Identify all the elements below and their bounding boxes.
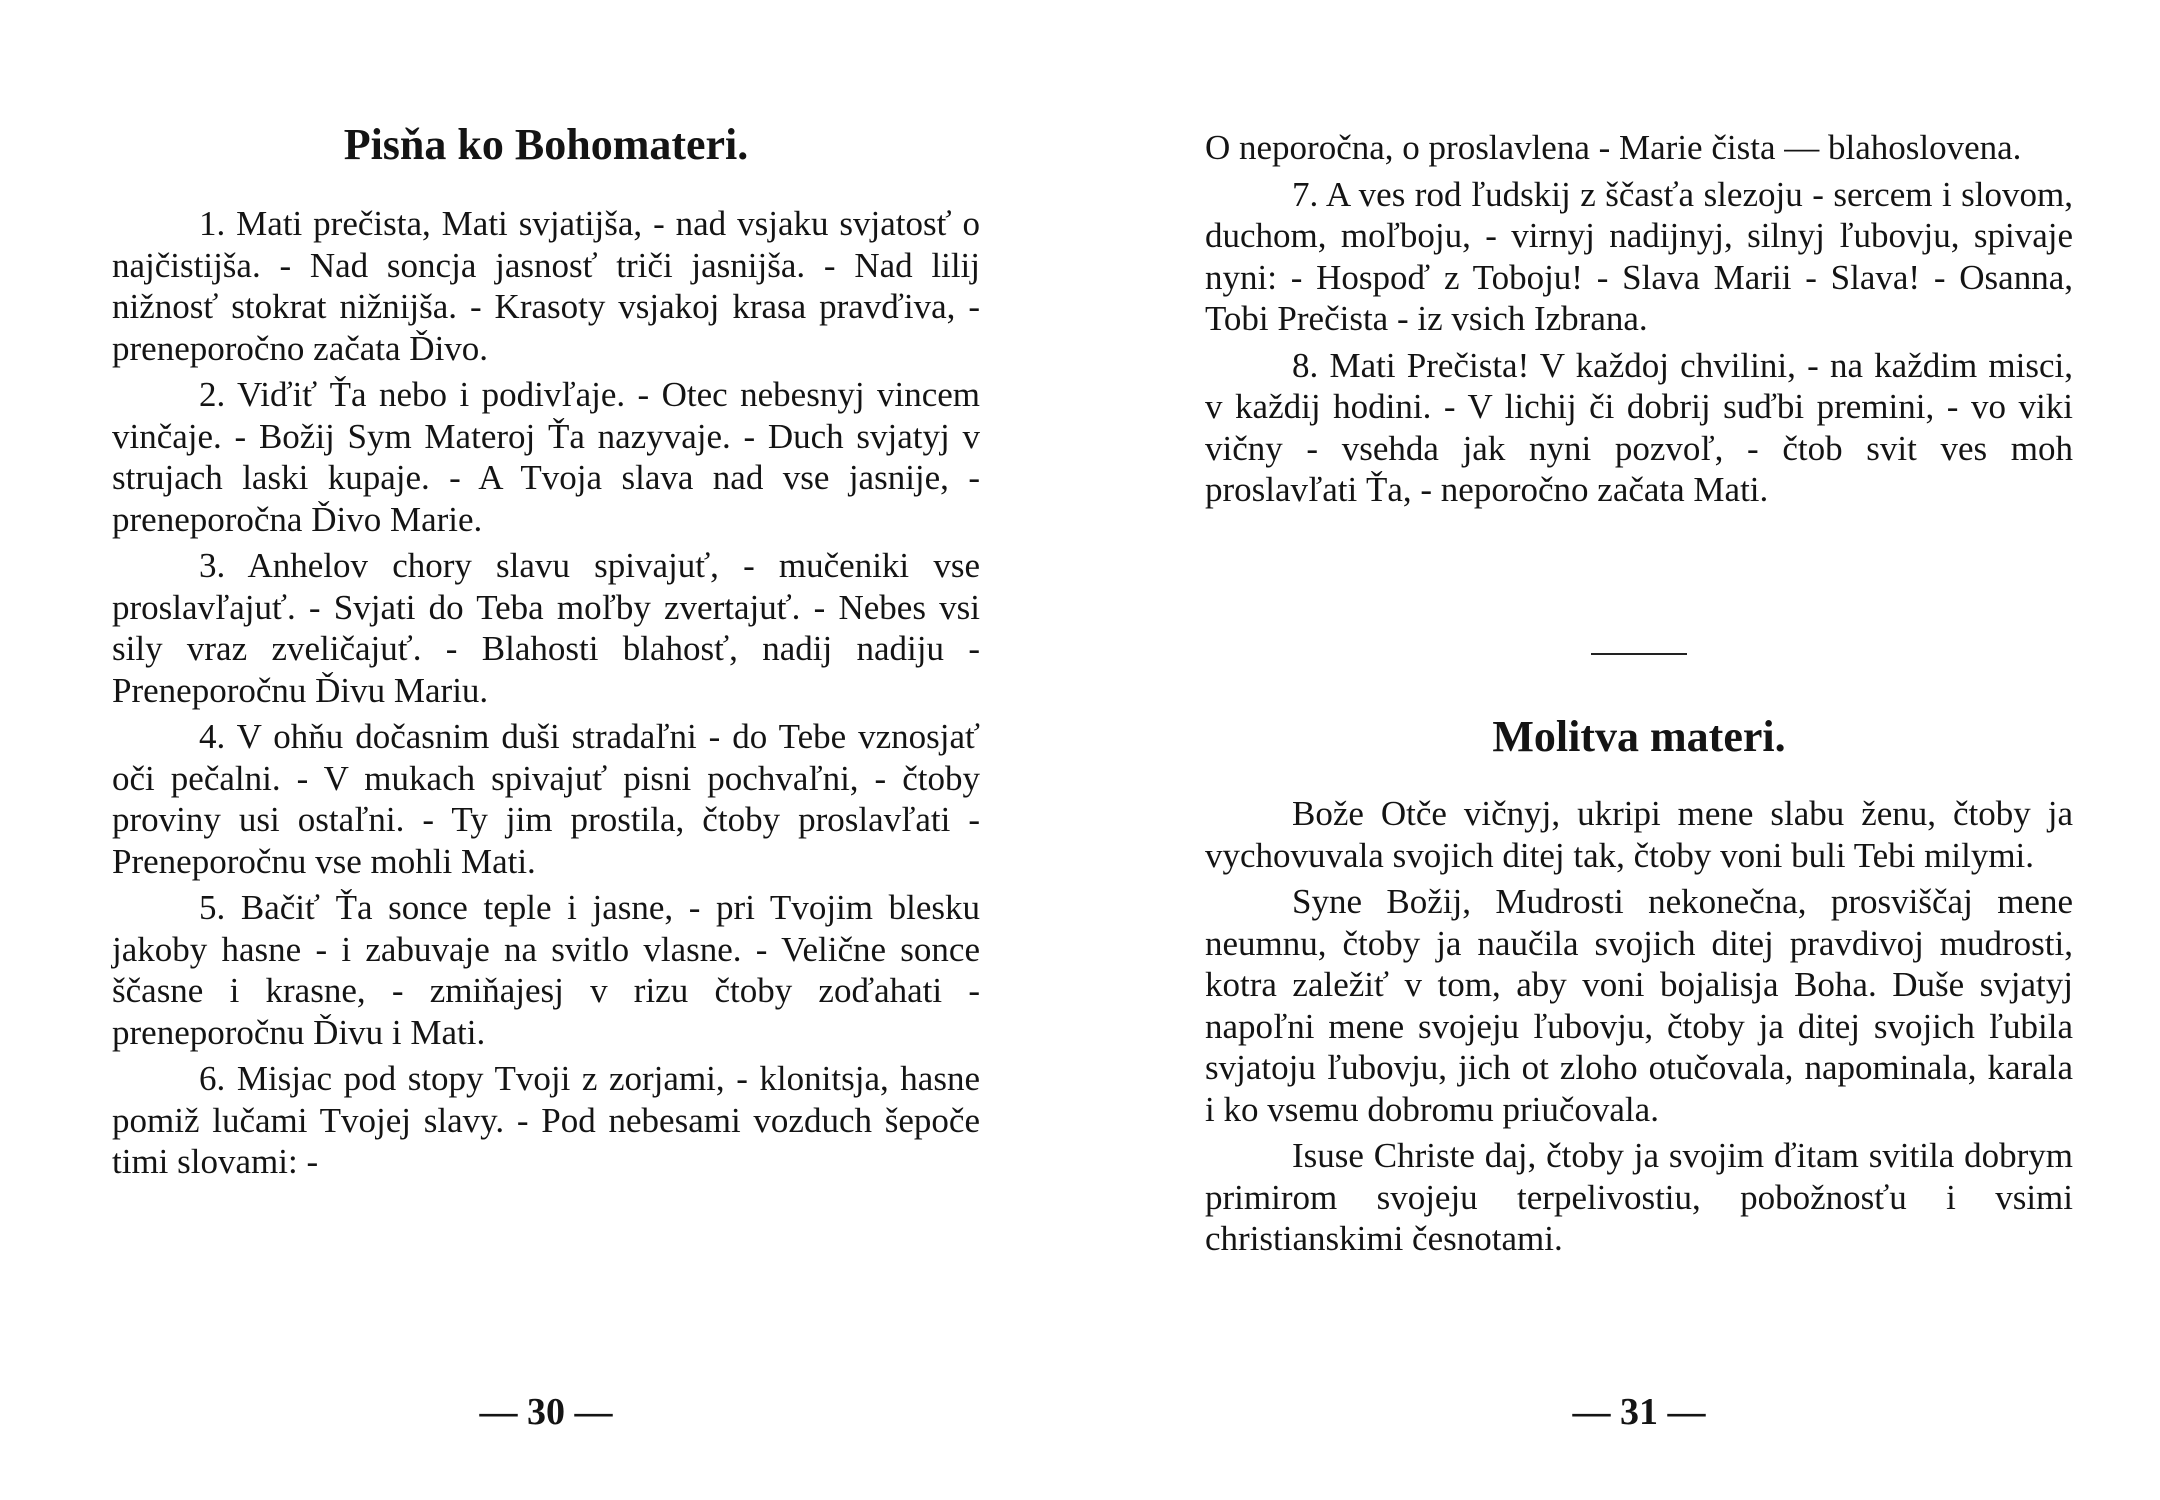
prayer-title: Molitva materi. (1492, 712, 1786, 761)
page-number: — 31 — (1572, 1391, 1706, 1433)
stanza-5: 5. Bačiť Ťa sonce teple i jasne, - pri Tvojim blesku jakoby hasne - i zabuvaje na svitlo vlasne. - Velične sonce ščasne i krasne, - zmiňajesj v rizu čtoby zoďahati - preneporočnu Ďivu i Mati. (112, 888, 980, 1052)
prayer-paragraph-2: Syne Božij, Mudrosti nekonečna, prosviščaj mene neumnu, čtoby ja naučila svojich ditej pravdivoj mudrosti, kotra zaležiť v tom, aby voni bojalisja Boha. Duše svjatyj napoľni mene svojeju ľubovju, čtoby ja ditej svojich ľubila svjatoju ľubovju, jich ot zloho otučovala, napominala, karala i ko vsemu dobromu priučovala. (1205, 882, 2073, 1129)
stanza-3: 3. Anhelov chory slavu spivajuť, - mučeniki vse proslavľajuť. - Svjati do Teba moľby zvertajuť. - Nebes vsi sily vraz zveličajuť. - Blahosti blahosť, nadij nadiju - Preneporočnu Ďivu Mariu. (112, 546, 980, 710)
stanza-6-continuation: O neporočna, o proslavlena - Marie čista — blahoslovena. (1205, 128, 2022, 167)
song-title: Pisňa ko Bohomateri. (343, 120, 749, 169)
prayer-text (1205, 793, 2073, 1265)
prayer-paragraph-1: Bože Otče vičnyj, ukripi mene slabu ženu, čtoby ja vychovuvala svojich ditej tak, čtoby voni buli Tebi milymi. (1205, 794, 2073, 875)
section-divider (1591, 653, 1687, 655)
stanza-6: 6. Misjac pod stopy Tvoji z zorjami, - klonitsja, hasne pomiž lučami Tvojej slavy. - Pod nebesami vozduch šepoče timi slovami: - (112, 1059, 980, 1181)
stanza-4: 4. V ohňu dočasnim duši stradaľni - do Tebe vznosjať oči pečalni. - V mukach spivajuť pisni pochvaľni, - čtoby proviny usi ostaľni. - Ty jim prostila, čtoby proslavľati - Preneporočnu vse mohli Mati. (112, 717, 980, 881)
right-page (1205, 0, 2073, 1500)
stanza-2: 2. Viďiť Ťa nebo i podivľaje. - Otec nebesnyj vincem vinčaje. - Božij Sym Materoj Ťa nazyvaje. - Duch svjatyj v strujach laski kupaje. - A Tvoja slava nad vse jasnije, - preneporočna Ďivo Marie. (112, 375, 980, 539)
song-stanzas-continued (1205, 127, 2073, 516)
stanza-1: 1. Mati prečista, Mati svjatijša, - nad vsjaku svjatosť o najčistijša. - Nad soncja jasnosť triči jasnijša. - Nad lilij nižnosť stokrat nižnijša. - Krasoty vsjakoj krasa pravďiva, - preneporočno začata Ďivo. (112, 204, 980, 368)
prayer-paragraph-3: Isuse Christe daj, čtoby ja svojim ďitam svitila dobrym primirom svojeju terpelivostiu, pobožnosťu i vsimi christianskimi česnotami. (1205, 1136, 2073, 1258)
stanza-8: 8. Mati Prečista! V každoj chvilini, - na každim misci, v každij hodini. - V lichij či dobrij suďbi premini, - vo viki vičny - vsehda jak nyni pozvoľ, - čtob svit ves moh proslavľati Ťa, - neporočno začata Mati. (1205, 345, 2073, 509)
left-page (112, 0, 980, 1500)
song-stanzas (112, 203, 980, 1188)
page-number: — 30 — (479, 1391, 613, 1433)
stanza-7: 7. A ves rod ľudskij z ščasťa slezoju - sercem i slovom, duchom, moľboju, - virnyj nadijnyj, silnyj ľubovju, spivaje nyni: - Hospoď z Toboju! - Slava Marii - Slava! - Osanna, Tobi Prečista - iz vsich Izbrana. (1205, 174, 2073, 338)
